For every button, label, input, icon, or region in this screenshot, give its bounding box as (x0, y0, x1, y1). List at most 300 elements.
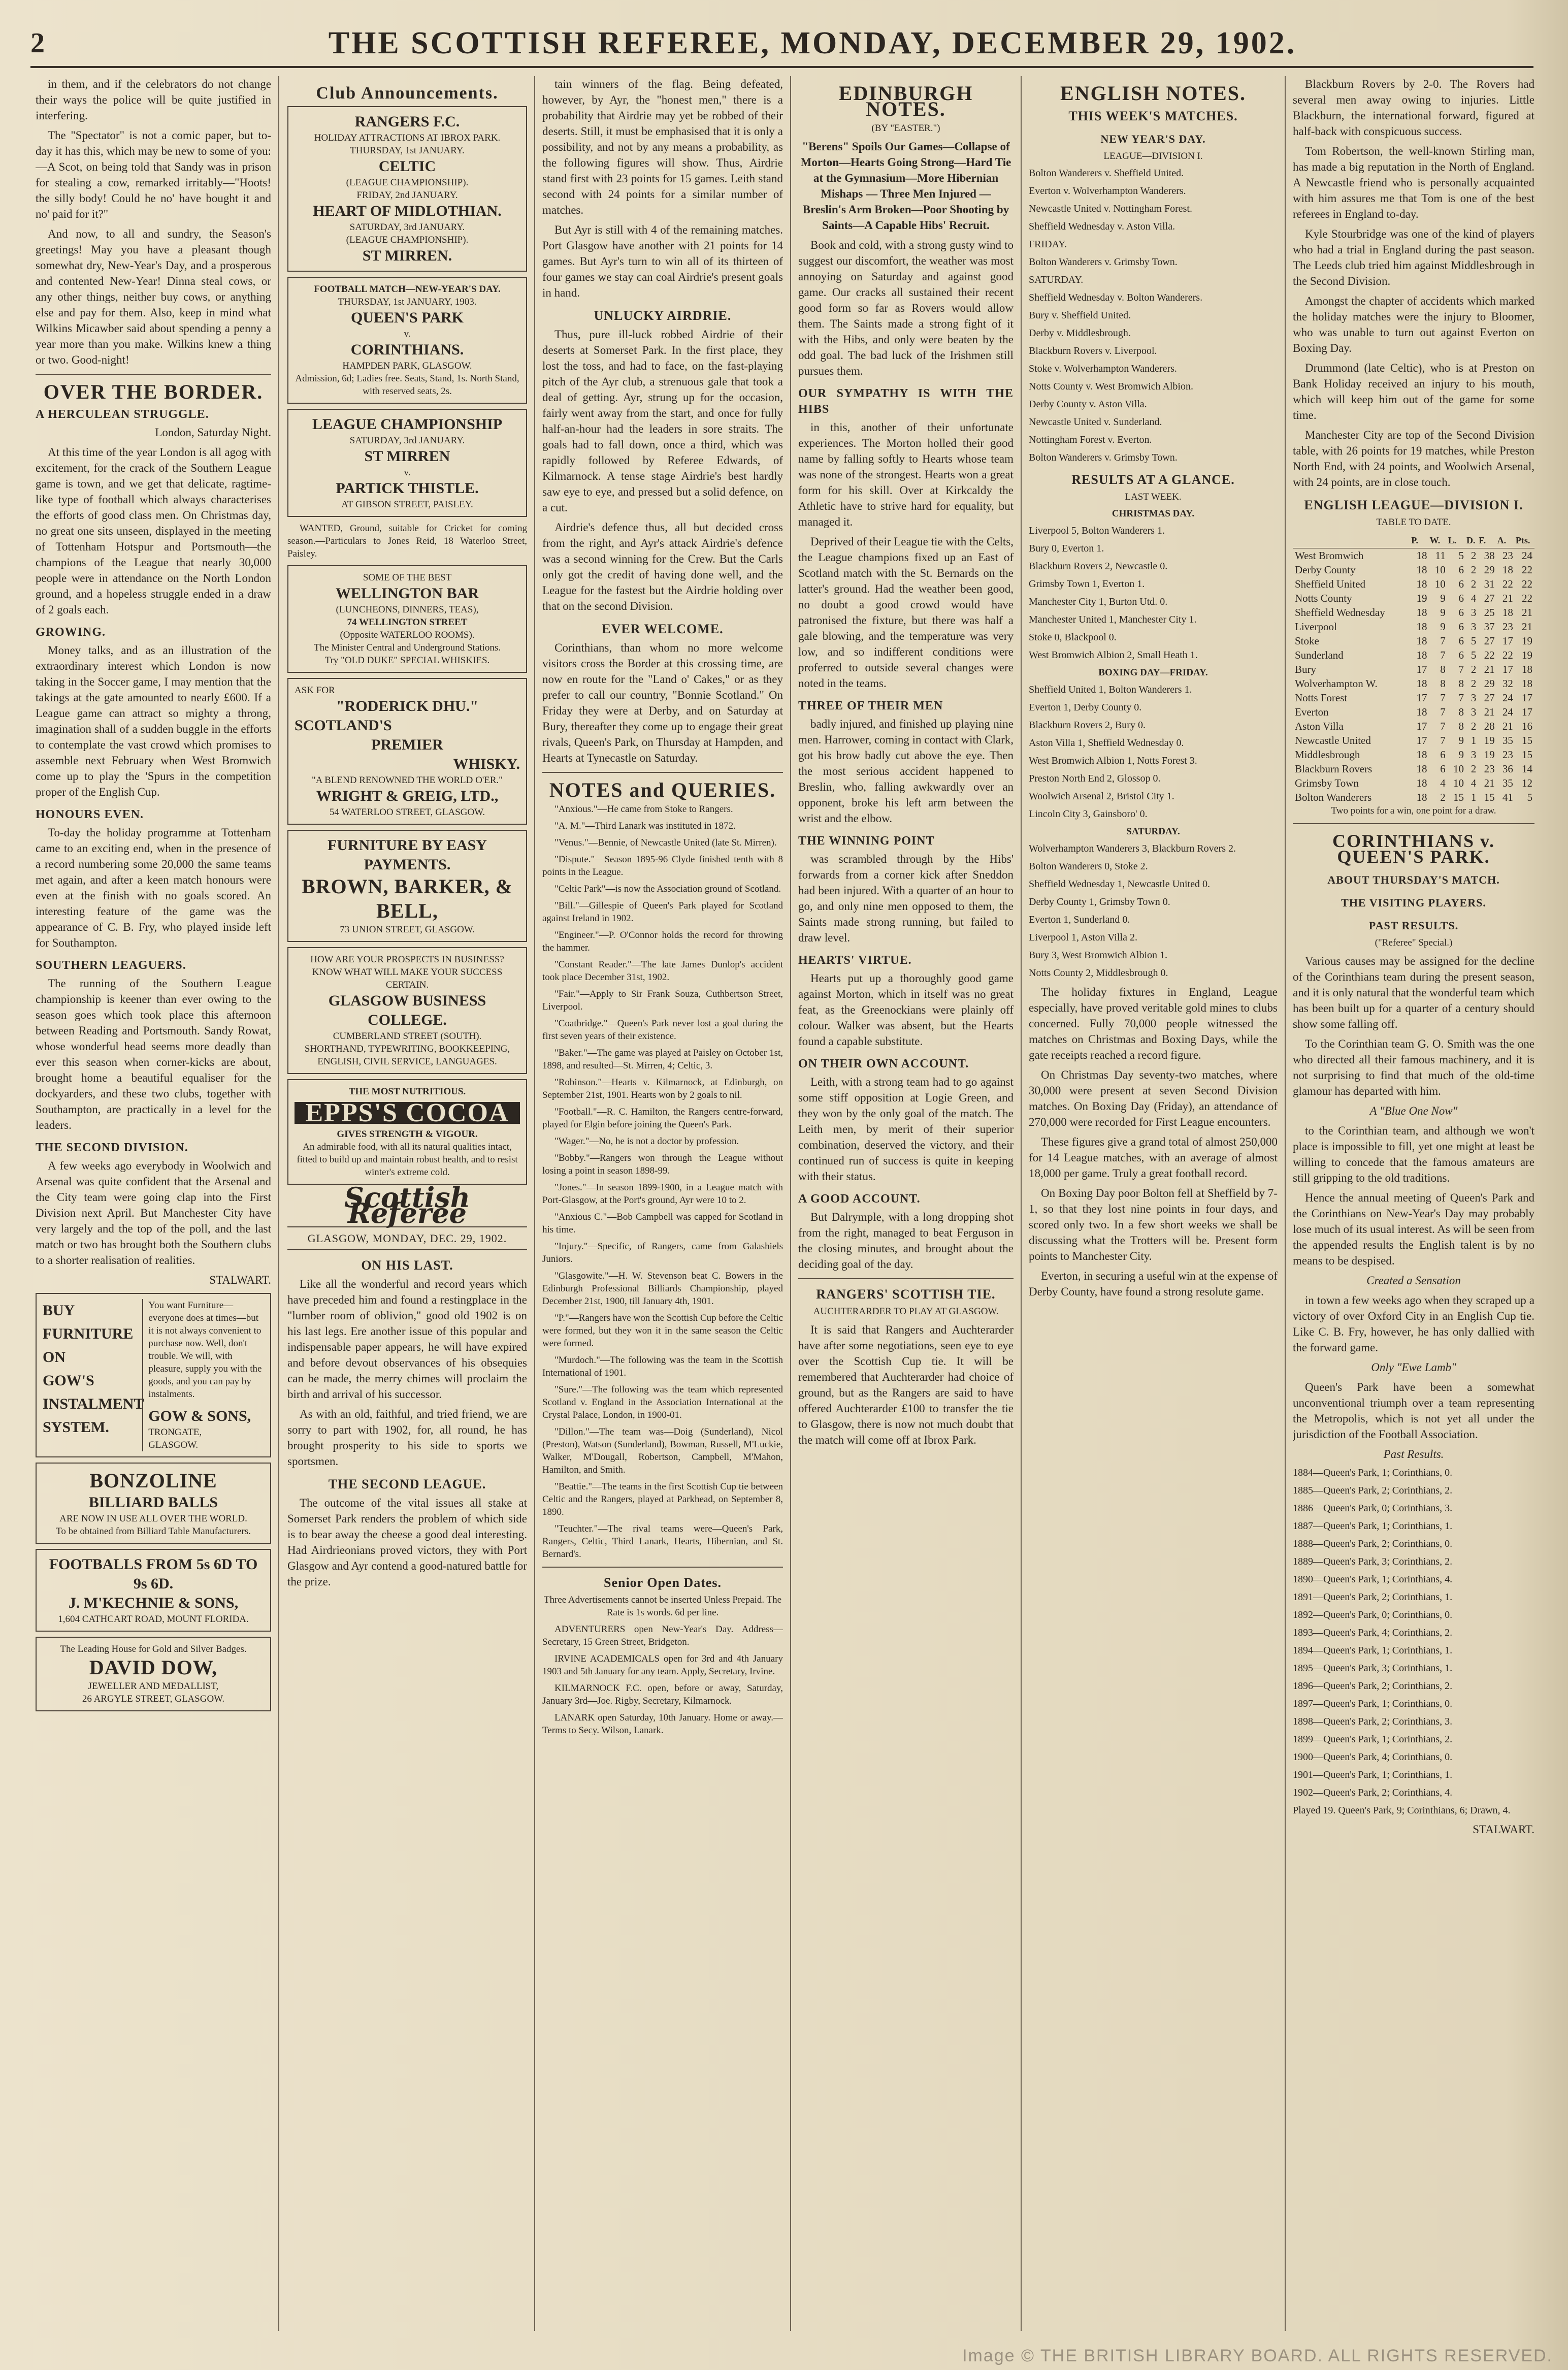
league-table-cell: 21 (1522, 621, 1532, 633)
byline: ("Referee" Special.) (1375, 937, 1453, 948)
divider (1293, 823, 1534, 824)
fixture-line: Everton v. Wolverhampton Wanderers. (1029, 185, 1186, 197)
league-table-cell: 5 (1527, 791, 1532, 803)
league-table-cell: 18 (1416, 564, 1427, 576)
kicker: Past Results. (1383, 1448, 1444, 1460)
league-table-cell: 24 (1522, 549, 1532, 562)
league-column-header: P. (1411, 533, 1429, 548)
league-table-cell: 22 (1522, 578, 1532, 590)
league-table-cell: 7 (1440, 720, 1446, 732)
query-answer: "Wager."—No, he is not a doctor by profession. (554, 1136, 739, 1147)
league-table-cell: 6 (1440, 763, 1446, 775)
league-table-cell: 15 (1453, 791, 1464, 803)
league-column-header: W. (1429, 533, 1447, 548)
query-answer: "Fair."—Apply to Sir Frank Souza, Cuthbertson Street, Liverpool. (542, 989, 783, 1012)
league-table-cell: 27 (1484, 692, 1495, 704)
results-list (1029, 683, 1278, 821)
league-table-cell: 12 (1522, 777, 1532, 789)
league-table-cell: 6 (1458, 621, 1464, 633)
subheading: THIS WEEK'S MATCHES. (1068, 109, 1238, 123)
fixture-line: Blackburn Rovers v. Liverpool. (1029, 345, 1157, 356)
article-paragraph: Hence the annual meeting of Queen's Park and the Corinthians on New-Year's Day may probably lose much of its usual interest. As will be seen from the appended results the English talent is by no means to be despised. (1293, 1191, 1534, 1267)
league-table-cell: 19 (1484, 734, 1495, 746)
result-line: Everton 1, Sunderland 0. (1029, 914, 1130, 925)
league-table-cell: 35 (1502, 734, 1513, 746)
league-table-cell: 38 (1484, 549, 1495, 562)
result-line: Everton 1, Derby County 0. (1029, 702, 1142, 713)
league-table-cell: 15 (1522, 749, 1532, 761)
fixture-line: Stoke v. Wolverhampton Wanderers. (1029, 363, 1177, 374)
query-answer: "Baker."—The game was played at Paisley on October 1st, 1898, and resulted—St. Mirren, 4; Celtic, 3. (542, 1048, 783, 1071)
query-answer: "Engineer."—P. O'Connor holds the record for throwing the hammer. (542, 930, 783, 953)
league-table-row (1293, 790, 1534, 804)
subheading: THE VISITING PLAYERS. (1341, 896, 1486, 909)
league-table-cell: Middlesbrough (1295, 749, 1360, 761)
league-table-cell: 8 (1440, 663, 1446, 675)
league-table-cell: 15 (1522, 734, 1532, 746)
edinburgh-notes-heading: EDINBURGH NOTES. (838, 82, 973, 120)
league-table-cell: 22 (1522, 564, 1532, 576)
fixture-line: SATURDAY. (1029, 274, 1084, 285)
league-table-cell: 19 (1416, 592, 1427, 604)
footballs-ad: FOOTBALLS FROM 5s 6D TO 9s 6D. J. M'KECHNIE & SONS, 1,604 CATHCART ROAD, MOUNT FLORIDA. (36, 1549, 271, 1632)
league-table-cell: 8 (1458, 677, 1464, 690)
league-table-row (1293, 548, 1534, 563)
league-table-cell: 24 (1502, 692, 1513, 704)
open-date-notice: ADVENTURERS open New-Year's Day. Address—Secretary, 15 Green Street, Bridgeton. (542, 1624, 783, 1647)
fixture-line: Notts County v. West Bromwich Albion. (1029, 381, 1193, 392)
open-dates-note: Three Advertisements cannot be inserted Unless Prepaid. The Rate is 1s words. 6d per line. (543, 1595, 782, 1618)
league-table-cell: 6 (1440, 749, 1446, 761)
league-table-cell: 17 (1416, 734, 1427, 746)
league-table-row (1293, 662, 1534, 676)
league-table-cell: 17 (1416, 692, 1427, 704)
bonzoline-ad: BONZOLINE BILLIARD BALLS ARE NOW IN USE ALL OVER THE WORLD. To be obtained from Billiard Table Manufacturers. (36, 1463, 271, 1544)
league-table-cell: 6 (1458, 649, 1464, 661)
second-league-heading: THE SECOND LEAGUE. (328, 1477, 486, 1491)
league-table-cell: 17 (1522, 706, 1532, 718)
result-line: Derby County 1, Grimsby Town 0. (1029, 896, 1170, 907)
article-paragraph: Various causes may be assigned for the decline of the Corinthians team during the present season, and it is only natural that the wonderful team which has been built up for a quarter of a century should show some falling off. (1293, 955, 1534, 1030)
result-line: West Bromwich Albion 1, Notts Forest 3. (1029, 755, 1197, 766)
league-table-row (1293, 748, 1534, 762)
league-table-cell: 6 (1458, 578, 1464, 590)
kicker: THE WINNING POINT (798, 834, 935, 848)
fixture-line: Newcastle United v. Sunderland. (1029, 416, 1162, 428)
past-result-line: 1893—Queen's Park, 4; Corinthians, 2. (1293, 1627, 1453, 1638)
league-table-cell: 10 (1453, 777, 1464, 789)
league-table-cell: 19 (1522, 649, 1532, 661)
article-paragraph: But Ayr is still with 4 of the remaining matches. Port Glasgow have another with 21 points for 14 games. But Ayr's turn to win all of its thirteen of four games we stay can coal Airdrie's present goals in hand. (542, 223, 783, 299)
result-line: Lincoln City 3, Gainsboro' 0. (1029, 808, 1148, 820)
league-table-cell: 9 (1458, 734, 1464, 746)
notes-and-queries-heading: NOTES and QUERIES. (549, 778, 776, 801)
league-table-cell: Sunderland (1295, 649, 1344, 661)
column-2 (287, 76, 527, 2331)
kicker: HONOURS EVEN. (36, 808, 144, 821)
result-line: Aston Villa 1, Sheffield Wednesday 0. (1029, 737, 1184, 749)
league-table-cell: 1 (1471, 734, 1477, 746)
result-line: Manchester United 1, Manchester City 1. (1029, 614, 1197, 625)
league-table-cell: 1 (1471, 791, 1477, 803)
past-result-line: 1898—Queen's Park, 2; Corinthians, 3. (1293, 1716, 1453, 1727)
past-result-line: 1884—Queen's Park, 1; Corinthians, 0. (1293, 1467, 1453, 1478)
article-paragraph: A few weeks ago everybody in Woolwich and Arsenal was quite confident that the Arsenal and the City team were going clap into the First Division next April. But Manchester City have very largely and the top of the poll, and the last match or two has brought both the Southern clubs to a shorter realisation of realities. (36, 1159, 271, 1267)
query-answer: "Robinson."—Hearts v. Kilmarnock, at Edinburgh, on September 21st, 1901. Hearts won by 2 goals to nil. (542, 1077, 783, 1100)
league-table-cell: 17 (1522, 692, 1532, 704)
league-table-cell: 22 (1484, 649, 1495, 661)
league-table-cell: 24 (1502, 706, 1513, 718)
league-table-row (1293, 620, 1534, 634)
article-paragraph: Money talks, and as an illustration of the extraordinary interest which London is now taking in the Soccer game, I may mention that the takings at the gate amounted to nearly £600. If a League game can attract so mighty a throng, imagination shall of a sudden buggle in the efforts to contemplate the vast crowd which promises to assemble next February when West Bromwich come up to play the 'Spurs in the competition proper of the English Cup. (36, 644, 271, 798)
kicker: THE SECOND DIVISION. (36, 1141, 188, 1154)
divider (798, 1278, 1014, 1279)
result-line: Woolwich Arsenal 2, Bristol City 1. (1029, 791, 1174, 802)
league-table-cell: 7 (1440, 649, 1446, 661)
league-table-cell: 2 (1471, 677, 1477, 690)
gow-ad-left: BUY FURNITURE ON GOW'S INSTALMENT SYSTEM. (43, 1302, 144, 1436)
league-table-row (1293, 719, 1534, 733)
query-answer: "Anxious C."—Bob Campbell was capped for Scotland in his time. (542, 1212, 783, 1235)
result-line: Preston North End 2, Glossop 0. (1029, 773, 1161, 784)
league-table-cell: 18 (1416, 777, 1427, 789)
league-table-cell: 18 (1416, 791, 1427, 803)
league-table-cell: 41 (1502, 791, 1513, 803)
league-table-cell: 31 (1484, 578, 1495, 590)
league-table-cell: 18 (1416, 706, 1427, 718)
league-table-cell: 28 (1484, 720, 1495, 732)
deck: "Berens" Spoils Our Games—Collapse of Morton—Hearts Going Strong—Hard Tie at the Gymnasium—More Hibernian Mishaps — Three Men Injured — Breslin's Arm Broken—Poor Shooting by Saints—A Capable Hibs' Recruit. (800, 140, 1011, 232)
league-table-cell: 7 (1440, 635, 1446, 647)
column-rule (534, 76, 535, 2331)
league-table-cell: 21 (1484, 663, 1495, 675)
fixture-line: Derby County v. Aston Villa. (1029, 399, 1147, 410)
past-result-line: 1885—Queen's Park, 2; Corinthians, 2. (1293, 1485, 1453, 1496)
fixture-line: Bolton Wanderers v. Sheffield United. (1029, 168, 1184, 179)
article-paragraph: Hearts put up a thoroughly good game against Morton, which in itself was no great feat, as the Greenockians were plainly off colour. Walker was absent, but the Hearts found a capable substitute. (798, 972, 1014, 1048)
results-summary: Played 19. Queen's Park, 9; Corinthians, 6; Drawn, 4. (1293, 1805, 1511, 1816)
league-table-cell: Everton (1295, 706, 1329, 718)
league-table-cell: 6 (1458, 564, 1464, 576)
query-answer: "P."—Rangers have won the Scottish Cup before the Celtic were formed, but they won it in the same season the Celtic were formed. (542, 1313, 783, 1349)
results-list (1029, 842, 1278, 980)
kicker: HEARTS' VIRTUE. (798, 954, 912, 967)
past-result-line: 1900—Queen's Park, 4; Corinthians, 0. (1293, 1751, 1453, 1763)
results-list (1029, 524, 1278, 662)
league-table-cell: 4 (1471, 777, 1477, 789)
league-table-cell: 23 (1502, 749, 1513, 761)
league-table-cell: 36 (1502, 763, 1513, 775)
over-the-border-heading: OVER THE BORDER. (43, 380, 264, 403)
article-paragraph: But Dalrymple, with a long dropping shot from the right, managed to beat Ferguson in the closing minutes, and brought about the deciding goal of the day. (798, 1211, 1014, 1271)
query-answer: "A. M."—Third Lanark was instituted in 1872. (554, 821, 736, 831)
ever-welcome-heading: EVER WELCOME. (602, 622, 724, 636)
article-paragraph: Airdrie's defence thus, all but decided cross from the right, and Ayr's attack Airdrie's defence was a second winning for the Crew. But the Carls only got the credit of having done well, and the League for the fastest but the Airdrie holding over that on the second Division. (542, 521, 783, 612)
article-paragraph: The running of the Southern League championship is keener than ever owing to the season goes which took place this afternoon between Reading and Portsmouth. Sandy Rowat, whose wonderful head seems more deadly than ever this season when corner-kicks are about, brought home a beautiful equaliser for the dockyarders, and these two clubs, together with Southampton, are practically in a level for the leaders. (36, 977, 271, 1131)
league-table-cell: 18 (1416, 749, 1427, 761)
league-table-cell: 7 (1440, 692, 1446, 704)
league-table-cell: 37 (1484, 621, 1495, 633)
article-paragraph: Book and cold, with a strong gusty wind to suggest our discomfort, the weather was most annoying on Saturday and against good game. Our cracks all sustained their recent good form so far as Rovers would allow them. The Saints made a strong fight of it with the Hibs, and only were beaten by the odd goal. The bad luck of the Irishmen still pursues them. (798, 239, 1014, 377)
league-table-cell: 15 (1484, 791, 1495, 803)
league-table-cell: West Bromwich (1295, 549, 1364, 562)
past-result-line: 1892—Queen's Park, 0; Corinthians, 0. (1293, 1609, 1453, 1620)
fixture-line: Bury v. Sheffield United. (1029, 310, 1131, 321)
query-answer: "Celtic Park"—is now the Association ground of Scotland. (554, 884, 781, 894)
page-number: 2 (30, 27, 45, 59)
league-table-cell: 18 (1416, 606, 1427, 619)
league-table-row (1293, 563, 1534, 577)
result-line: Blackburn Rovers 2, Newcastle 0. (1029, 561, 1168, 572)
league-championship-announcement: LEAGUE CHAMPIONSHIP SATURDAY, 3rd JANUARY. ST MIRREN v. PARTICK THISTLE. AT GIBSON STREET, PAISLEY. (287, 409, 527, 517)
league-table-cell: 35 (1502, 777, 1513, 789)
query-answer: "Sure."—The following was the team which represented Scotland v. England in the Association International at the Crystal Palace, London, in 1900-01. (542, 1384, 783, 1420)
league-table-cell: 27 (1484, 635, 1495, 647)
article-paragraph: Everton, in securing a useful win at the expense of Derby County, have found a strong resolute game. (1029, 1270, 1278, 1298)
signoff: STALWART. (209, 1274, 271, 1286)
league-table-header (1293, 533, 1534, 548)
dateline: London, Saturday Night. (155, 426, 271, 439)
wellington-bar-ad: SOME OF THE BEST WELLINGTON BAR (LUNCHEONS, DINNERS, TEAS), 74 WELLINGTON STREET (Opposite WATERLOO ROOMS). The Minister Central and Underground Stations. Try "OLD DUKE" SPECIAL WHISKIES. (287, 565, 527, 673)
league-table-row (1293, 676, 1534, 691)
query-answer: "Bill."—Gillespie of Queen's Park played for Scotland against Ireland in 1902. (542, 900, 783, 924)
result-line: Sheffield United 1, Bolton Wanderers 1. (1029, 684, 1192, 695)
league-table-row (1293, 691, 1534, 705)
article-paragraph: As with an old, faithful, and tried friend, we are sorry to part with 1902, for, all round, he has brought prosperity to his side to sports we sportsmen. (287, 1408, 527, 1468)
query-answer: "Constant Reader."—The late James Dunlop's accident took place December 31st, 1902. (542, 959, 783, 983)
subheading: TABLE TO DATE. (1376, 517, 1451, 528)
league-table-cell: Sheffield Wednesday (1295, 606, 1385, 619)
past-result-line: 1888—Queen's Park, 2; Corinthians, 0. (1293, 1538, 1453, 1549)
league-table-cell: 17 (1502, 663, 1513, 675)
league-table-cell: 4 (1440, 777, 1446, 789)
on-his-last-heading: ON HIS LAST. (361, 1258, 453, 1273)
article-paragraph: Kyle Stourbridge was one of the kind of players who had a trial in England during the past season. The Leeds club tried him against Middlesbrough in the Second Division. (1293, 228, 1534, 287)
rangers-announcement: RANGERS F.C. HOLIDAY ATTRACTIONS AT IBROX PARK. THURSDAY, 1st JANUARY. CELTIC (LEAGUE CHAMPIONSHIP). FRIDAY, 2nd JANUARY. HEART OF MIDLOTHIAN. SATURDAY, 3rd JANUARY. (LEAGUE CHAMPIONSHIP). ST MIRREN. (287, 106, 527, 272)
epps-cocoa-ad: THE MOST NUTRITIOUS. EPPS'S COCOA GIVES STRENGTH & VIGOUR. An admirable food, with all its natural qualities intact, fitted to build up and maintain robust health, and to resist winter's extreme cold. (287, 1079, 527, 1185)
league-table-cell: 22 (1502, 578, 1513, 590)
result-line: Liverpool 5, Bolton Wanderers 1. (1029, 525, 1165, 536)
league-table-cell: Notts County (1295, 592, 1352, 604)
league-table-cell: 3 (1471, 606, 1477, 619)
query-answer: "Murdoch."—The following was the team in the Scottish International of 1901. (542, 1355, 783, 1378)
kicker: AUCHTERARDER TO PLAY AT GLASGOW. (813, 1306, 999, 1317)
league-table-cell: 29 (1484, 677, 1495, 690)
result-line: Blackburn Rovers 2, Bury 0. (1029, 720, 1146, 731)
league-table-cell: 2 (1471, 763, 1477, 775)
nameplate-dateline: GLASGOW, MONDAY, DEC. 29, 1902. (287, 1226, 527, 1250)
article-paragraph: To-day the holiday programme at Tottenham came to an exciting end, when in the presence of a record numbering some 20,000 the same teams met again, and after a keen match honours were even at the finish with no goals scored. An interesting feature of the game was the appearance of C. B. Fry, who played inside left for Southampton. (36, 826, 271, 949)
league-table-cell: 21 (1502, 592, 1513, 604)
league-table-cell: 10 (1434, 578, 1446, 590)
league-table-cell: 3 (1471, 621, 1477, 633)
article-paragraph: badly injured, and finished up playing nine men. Harrower, coming in contact with Clark, got his brow badly cut above the eye. Then the most serious accident happened to Breslin, who, falling awkwardly over an opponent, broke his left arm between the wrist and the elbow. (798, 718, 1014, 825)
league-table-cell: 2 (1471, 720, 1477, 732)
league-table-cell: 2 (1440, 791, 1446, 803)
fixture-line: Newcastle United v. Nottingham Forest. (1029, 203, 1192, 214)
past-result-line: 1895—Queen's Park, 3; Corinthians, 1. (1293, 1663, 1453, 1674)
kicker: THREE OF THEIR MEN (798, 699, 943, 712)
fixture-line: Sheffield Wednesday v. Aston Villa. (1029, 221, 1175, 232)
article-paragraph: Blackburn Rovers by 2-0. The Rovers had several men away owing to injuries. Little Blackburn, the international forward, figured at half-back with conspicuous success. (1293, 78, 1534, 138)
league-table-cell: 32 (1502, 677, 1513, 690)
intro-paragraph: in them, and if the celebrators do not change their ways the police will be quite justified in interfering. (36, 78, 271, 122)
unlucky-airdrie-heading: UNLUCKY AIRDRIE. (594, 308, 732, 323)
kicker: SOUTHERN LEAGUERS. (36, 959, 186, 972)
fixture-line: Sheffield Wednesday v. Bolton Wanderers. (1029, 292, 1203, 303)
query-answer: "Teuchter."—The rival teams were—Queen's Park, Rangers, Celtic, Third Lanark, Hearts, Hibernian, and St. Bernard's. (542, 1523, 783, 1560)
league-table-cell: 18 (1416, 649, 1427, 661)
league-table-cell: 23 (1502, 621, 1513, 633)
subheading: LEAGUE—DIVISION I. (1103, 151, 1203, 161)
past-result-line: 1891—Queen's Park, 2; Corinthians, 1. (1293, 1592, 1453, 1603)
article-paragraph: Queen's Park have been a somewhat unconventional triumph over a team representing the Metropolis, which is not yet all under the jurisdiction of the Football Association. (1293, 1381, 1534, 1441)
league-table-cell: 11 (1435, 549, 1446, 562)
article-paragraph: Thus, pure ill-luck robbed Airdrie of their deserts at Somerset Park. In the first place, they lost the toss, and had to face, on the fast-playing pitch of the Ayr club, a strenuous gale that took a deal of getting. Ayr, strung up for the occasion, fairly went away from the start, and once for fully half-an-hour had the leaders in sore straits. The goals had to fall down, once a third, which was rapidly followed by Referee Edwards, of Kilmarnock. A tense stage Airdrie's best hardly saw eye to eye, and pressed but a solid defence, on a cut. (542, 328, 783, 514)
gow-ad-right: You want Furniture—everyone does at times—but it is not always convenient to purchase now. Well, don't trouble. We will, with pleasure, supply you with the goods, and you can pay by instalments. GOW & SONS, TRONGATE, GLASGOW. (142, 1299, 264, 1451)
subheading: CHRISTMAS DAY. (1112, 508, 1195, 519)
article-paragraph: Like all the wonderful and record years which have preceded him and found a restingplace in the "lumber room of oblivion," good old 1902 is on his last legs. Ere another issue of this popular and indispensable paper appears, he will have expired and before devout observances of his obsequies can be made, the merry chimes will proclaim the birth and arrival of his successor. (287, 1278, 527, 1401)
league-table-cell: Bury (1295, 663, 1316, 675)
league-table-cell: Grimsby Town (1295, 777, 1359, 789)
queens-park-announcement: FOOTBALL MATCH—NEW-YEAR'S DAY. THURSDAY, 1st JANUARY, 1903. QUEEN'S PARK v. CORINTHIANS. HAMPDEN PARK, GLASGOW. Admission, 6d; Ladies free. Seats, Stand, 1s. North Stand, with reserved seats, 2s. (287, 277, 527, 404)
column-6 (1293, 76, 1534, 2331)
league-table-cell: 4 (1471, 592, 1477, 604)
article-paragraph: To the Corinthian team G. O. Smith was the one who directed all their famous machinery, and it is not surprising to find that much of the old-time glamour has departed with him. (1293, 1037, 1534, 1097)
gow-furniture-ad (36, 1293, 271, 1457)
league-table-cell: 21 (1522, 606, 1532, 619)
league-table-cell: 18 (1416, 677, 1427, 690)
query-answer: "Football."—R. C. Hamilton, the Rangers centre-forward, played for Elgin before joining the Queen's Park. (542, 1107, 783, 1130)
past-result-line: 1894—Queen's Park, 1; Corinthians, 1. (1293, 1645, 1453, 1656)
column-4 (798, 76, 1014, 2331)
past-result-line: 1901—Queen's Park, 1; Corinthians, 1. (1293, 1769, 1453, 1780)
signoff: STALWART. (1473, 1823, 1534, 1836)
scottish-referee-nameplate: Scottish Referee (344, 1181, 470, 1229)
result-line: Bury 0, Everton 1. (1029, 543, 1104, 554)
article-paragraph: The holiday fixtures in England, League especially, have proved veritable gold mines to clubs concerned. Fully 70,000 people witnessed the matches on Christmas and Boxing Days, while the gate receipts reached a record figure. (1029, 986, 1278, 1061)
league-column-header: D. (1466, 533, 1478, 548)
divider (542, 772, 783, 773)
league-table-cell: 10 (1453, 763, 1464, 775)
league-table-cell: 9 (1440, 621, 1446, 633)
query-answer: "Venus."—Bennie, of Newcastle United (late St. Mirren). (554, 837, 777, 848)
article-paragraph: to the Corinthian team, and although we won't place is impossible to fill, yet one might at least be willing to concede that the famous amateurs are still gripping to the old traditions. (1293, 1124, 1534, 1184)
league-column-header: Pts. (1515, 533, 1534, 548)
league-table-cell: 18 (1416, 621, 1427, 633)
league-table-cell: 8 (1458, 706, 1464, 718)
league-table-cell: 25 (1484, 606, 1495, 619)
league-table-cell: Stoke (1295, 635, 1319, 647)
article-paragraph: Corinthians, than whom no more welcome visitors cross the Border at this crossing time, are now en route for the "Land o' Cakes," or as they prefer to call our country, "Bonnie Scotland." On Friday they were at Derby, and on Saturday at Bury, thereafter they come up to engage their great rivals, Queen's Park, on Thursday at Hampden, and Hearts at Tynecastle on Saturday. (542, 641, 783, 764)
league-table-cell: 3 (1471, 692, 1477, 704)
league-table-cell: 29 (1484, 564, 1495, 576)
league-table-cell: 22 (1522, 592, 1532, 604)
league-table-cell: 5 (1471, 635, 1477, 647)
article-paragraph: On Christmas Day seventy-two matches, where 30,000 were present at seven Second Division matches. On Boxing Day (Friday), an attendance of 270,000 were recorded for First League encounters. (1029, 1068, 1278, 1128)
article-paragraph: tain winners of the flag. Being defeated, however, by Ayr, the "honest men," there is a probability that Airdrie may yet be robbed of their deserts. Still, it must be emphasised that it is only a possibility, and not by any means a probability, as the following figures will show. Thus, Airdrie stand first with 23 points for 15 games. Leith stand second with 24 points for a similar number of matches. (542, 78, 783, 216)
subheading: ABOUT THURSDAY'S MATCH. (1327, 873, 1500, 886)
article-paragraph: These figures give a grand total of almost 250,000 for 14 League matches, with an average of almost 18,000 per game. Truly a great football record. (1029, 1135, 1278, 1180)
english-notes-heading: ENGLISH NOTES. (1060, 82, 1246, 105)
league-table-cell: Derby County (1295, 564, 1356, 576)
column-3 (542, 76, 783, 2331)
query-answer: "Glasgowite."—H. W. Stevenson beat C. Bowers in the Edinburgh Professional Billiards Championship, played December 21st, 1900, till January 4th, 1901. (542, 1271, 783, 1307)
league-table-cell: 8 (1440, 677, 1446, 690)
query-answer: "Anxious."—He came from Stoke to Rangers. (554, 804, 733, 815)
league-table-cell: 18 (1522, 677, 1532, 690)
league-table-cell: 3 (1471, 706, 1477, 718)
league-table-cell: 2 (1471, 564, 1477, 576)
league-table-cell: 17 (1416, 663, 1427, 675)
queries-list (542, 803, 783, 1561)
article-paragraph: Deprived of their League tie with the Celts, the League champions fixed up an East of Scotland match with the St. Bernards on the latter's ground. Had the weather been good, no doubt a good crowd would have patronised the fixture, but there was half a gale blowing, and the temperature was very low, and so indifferent conditions were proferred to outside several changes were noted in the teams. (798, 535, 1014, 690)
league-table-cell: Bolton Wanderers (1295, 791, 1372, 803)
past-result-line: 1890—Queen's Park, 1; Corinthians, 4. (1293, 1574, 1453, 1585)
past-result-line: 1889—Queen's Park, 3; Corinthians, 2. (1293, 1556, 1453, 1567)
league-column-header: F. (1478, 533, 1496, 548)
kicker: Only "Ewe Lamb" (1371, 1361, 1456, 1374)
league-column-header: L. (1448, 533, 1466, 548)
league-table-cell: 6 (1458, 592, 1464, 604)
league-table-cell: 23 (1502, 549, 1513, 562)
past-results-list (1293, 1466, 1534, 1800)
article-paragraph: The outcome of the vital issues all stake at Somerset Park renders the problem of which side is to bear away the cheese a good deal interesting. Had Airdrieonians proved victors, they with Port Glasgow and Ayr contend a good-natured battle for the prize. (287, 1497, 527, 1588)
fixture-line: Derby v. Middlesbrough. (1029, 328, 1131, 339)
league-table-cell: 18 (1416, 763, 1427, 775)
league-table-cell: 18 (1502, 606, 1513, 619)
result-line: Stoke 0, Blackpool 0. (1029, 632, 1117, 643)
divider (36, 374, 271, 375)
article-paragraph: On Boxing Day poor Bolton fell at Sheffield by 7-1, so that they lost nine points in four days, and scored only two. In a few short weeks we shall be discussing what the Trotters will be. Present form points to Manchester City. (1029, 1187, 1278, 1262)
query-answer: "Dillon."—The team was—Doig (Sunderland), Nicol (Preston), Watson (Sunderland), Bowman, Russell, M'Luckie, Walker, M'Dougall, Robertson, Campbell, M'Mahon, Hamilton, and Smith. (542, 1426, 783, 1475)
greeting-paragraph: And now, to all and sundry, the Season's greetings! May you have a pleasant though somewhat dry, New-Year's Day, and a prosperous and contented New-Year! Dinna steal cows, or any other things, neither buy cows, or anything else and pay for them. Also, keep in mind what Wilkins Micawber said about spending a penny a year more than you make. Wilkins knew a thing or two. Good-night! (36, 228, 271, 366)
fixture-line: FRIDAY. (1029, 239, 1067, 250)
past-result-line: 1887—Queen's Park, 1; Corinthians, 1. (1293, 1520, 1453, 1532)
league-table-cell: 7 (1440, 734, 1446, 746)
league-table-cell: 19 (1484, 749, 1495, 761)
league-table-cell: 9 (1458, 749, 1464, 761)
league-table-cell: 2 (1471, 549, 1477, 562)
league-column-header (1293, 533, 1411, 548)
league-table-cell: 5 (1458, 549, 1464, 562)
league-table-row (1293, 605, 1534, 620)
subheading: NEW YEAR'S DAY. (1100, 133, 1206, 145)
query-answer: "Jones."—In season 1899-1900, in a League match with Port-Glasgow, at the Port's ground, Ayr were 10 to 2. (542, 1182, 783, 1206)
open-dates-list (542, 1623, 783, 1737)
result-line: Manchester City 1, Burton Utd. 0. (1029, 596, 1168, 607)
wanted-notice: WANTED, Ground, suitable for Cricket for coming season.—Particulars to Jones Reid, 18 Waterloo Street, Paisley. (287, 523, 527, 559)
past-result-line: 1897—Queen's Park, 1; Corinthians, 0. (1293, 1698, 1453, 1709)
column-rule (790, 76, 791, 2331)
fixtures-list (1029, 167, 1278, 465)
byline: (BY "EASTER.") (871, 123, 940, 134)
league-table-cell: Blackburn Rovers (1295, 763, 1373, 775)
league-table-cell: 2 (1471, 578, 1477, 590)
league-table-cell: 9 (1440, 606, 1446, 619)
column-5 (1029, 76, 1278, 2331)
league-table-row (1293, 591, 1534, 605)
roderick-dhu-ad: ASK FOR "RODERICK DHU." SCOTLAND'S PREMIER WHISKY. "A BLEND RENOWNED THE WORLD O'ER." WRIGHT & GREIG, LTD., 54 WATERLOO STREET, GLASGOW. (287, 678, 527, 825)
query-answer: "Bobby."—Rangers won through the League without losing a point in season 1898-99. (542, 1153, 783, 1176)
kicker: GROWING. (36, 626, 106, 639)
kicker: A GOOD ACCOUNT. (798, 1192, 921, 1206)
kicker: A HERCULEAN STRUGGLE. (36, 408, 209, 421)
league-table-cell: 18 (1416, 578, 1427, 590)
league-table-cell: Newcastle United (1295, 734, 1371, 746)
league-table-cell: Liverpool (1295, 621, 1337, 633)
query-answer: "Beattie."—The teams in the first Scottish Cup tie between Celtic and the Rangers, played at Parkhead, on September 8, 1890. (542, 1481, 783, 1517)
